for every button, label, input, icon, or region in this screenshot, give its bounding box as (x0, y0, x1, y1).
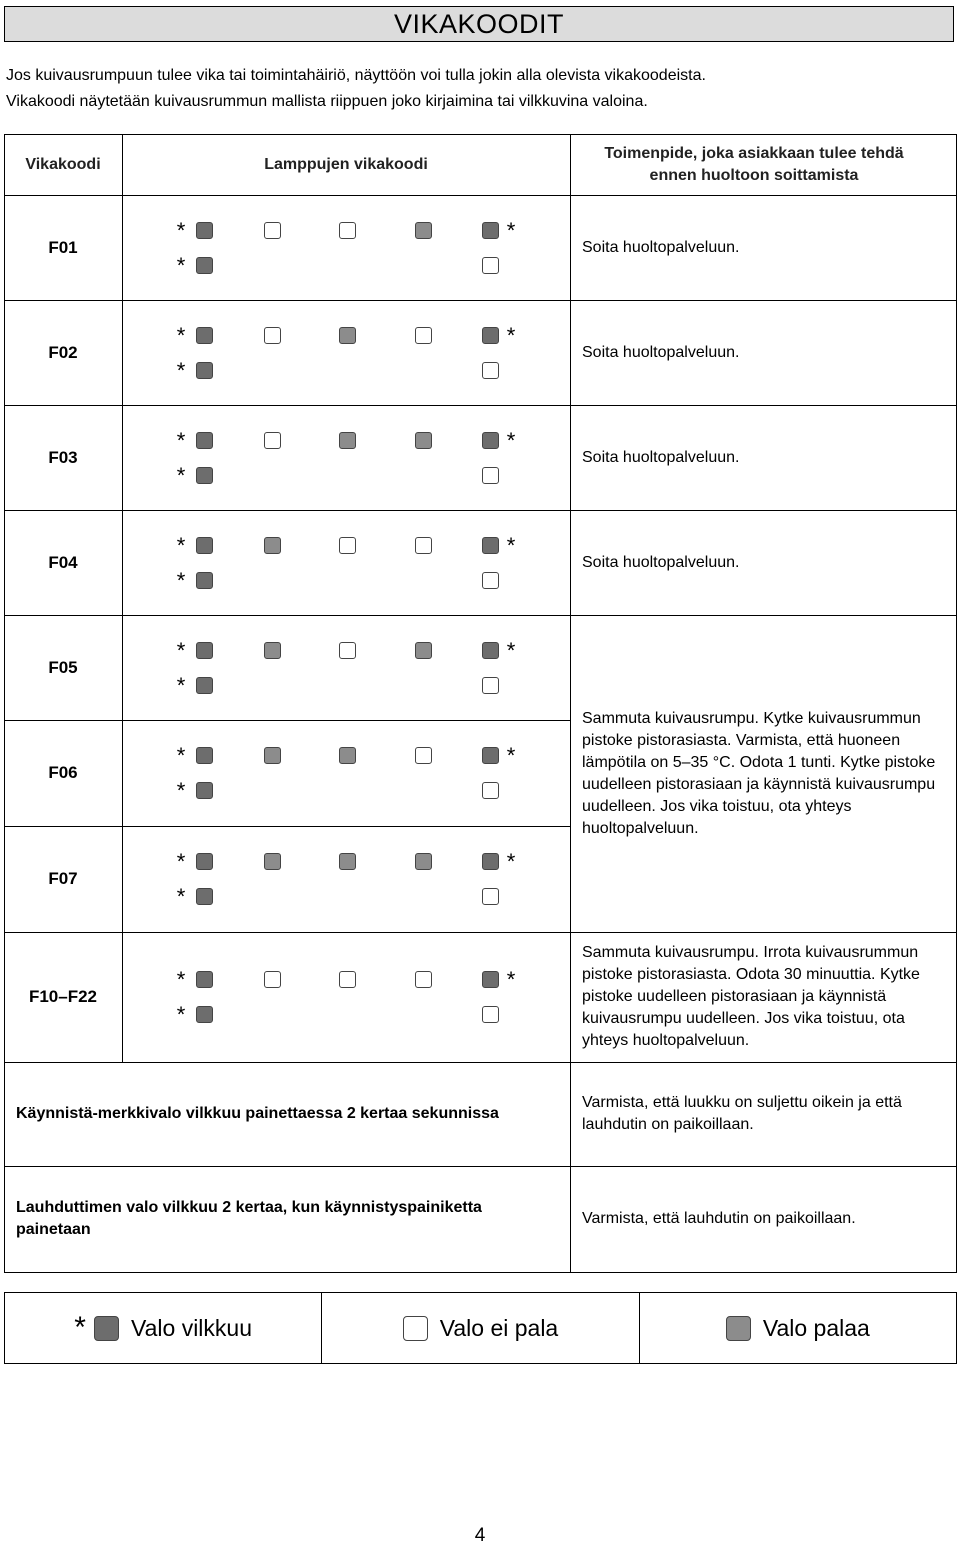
action-f01: Soita huoltopalveluun. (582, 238, 740, 256)
error-code-3: F03 (48, 447, 78, 467)
legend-blink (5, 1293, 321, 1363)
lamp-on-icon (264, 537, 281, 554)
blink-star-icon: * (176, 532, 186, 558)
table-column-rule (122, 134, 123, 1062)
lamp-off-icon (415, 537, 432, 554)
table-column-rule (570, 134, 571, 1272)
condition-condenser-light: Lauhduttimen valo vilkkuu 2 kertaa, kun käynnistyspainiketta painetaan (16, 1199, 482, 1238)
lamp-on-icon (415, 642, 432, 659)
lamp-blink-icon (482, 971, 499, 988)
blink-star-icon: * (506, 217, 516, 243)
blink-star-icon: * (506, 427, 516, 453)
blink-star-icon: * (176, 967, 186, 992)
action-f04: Soita huoltopalveluun. (582, 553, 740, 571)
lamp-off-icon (482, 888, 499, 905)
action-f05-f07: Sammuta kuivausrumpu. Kytke kuivausrummun pistoke pistorasiasta. Varmista, että huoneen lämpötila on 5–35 °C. Odota 1 tunti. Kytke pistoke uudelleen pistorasiaan ja käynnistä kuivausrumpu uudelleen. Jos vika toistuu, ota yhteys huoltopalveluun. (582, 709, 936, 837)
table-rule (4, 510, 957, 511)
lamp-off-icon (264, 327, 281, 344)
lamp-blink-icon (196, 1006, 213, 1023)
page-number: 4 (474, 1525, 486, 1546)
table-rule (4, 932, 957, 933)
legend-off-label: Valo ei pala (439, 1314, 559, 1341)
blink-star-icon: * (176, 1002, 186, 1027)
error-code-5: F05 (48, 657, 78, 677)
lamp-blink-icon (482, 432, 499, 449)
lamp-on-icon (339, 327, 356, 344)
error-code-4: F04 (48, 552, 78, 572)
lamp-off-icon (482, 677, 499, 694)
lamp-on-icon (264, 747, 281, 764)
lamp-blink-icon (196, 888, 213, 905)
action-f03: Soita huoltopalveluun. (582, 448, 740, 466)
lamp-off-icon (482, 572, 499, 589)
lamp-blink-icon (196, 747, 213, 764)
lamp-off-icon (264, 432, 281, 449)
lamp-off-icon (403, 1316, 428, 1341)
action-start-light: Varmista, että luukku on suljettu oikein ja että lauhdutin on paikoillaan. (582, 1094, 902, 1133)
lamp-blink-icon (94, 1316, 119, 1341)
blink-star-icon: * (506, 967, 516, 992)
lamp-blink-icon (196, 467, 213, 484)
blink-star-icon: * (176, 849, 186, 874)
lamp-on-icon (415, 853, 432, 870)
table-rule (4, 615, 957, 616)
lamp-blink-icon (196, 572, 213, 589)
blink-star-icon: * (506, 322, 516, 348)
lamp-blink-icon (482, 642, 499, 659)
blink-star-icon: * (176, 357, 186, 383)
table-rule (4, 195, 957, 196)
lamp-off-icon (415, 747, 432, 764)
lamp-off-icon (264, 222, 281, 239)
lamp-blink-icon (482, 537, 499, 554)
blink-star-icon: * (176, 637, 186, 663)
blink-star-icon: * (176, 778, 186, 803)
lamp-off-icon (339, 642, 356, 659)
lamp-on-icon (339, 747, 356, 764)
lamp-off-icon (339, 537, 356, 554)
lamp-off-icon (482, 257, 499, 274)
blink-star-icon: * (506, 532, 516, 558)
action-f02: Soita huoltopalveluun. (582, 343, 740, 361)
lamp-blink-icon (196, 971, 213, 988)
legend (4, 1292, 957, 1364)
blink-star-icon: * (176, 884, 186, 909)
lamp-blink-icon (196, 782, 213, 799)
lamp-blink-icon (482, 222, 499, 239)
intro-line-1: Jos kuivausrumpuun tulee vika tai toimintahäiriö, näyttöön voi tulla jokin alla olevista vikakoodeista. (6, 67, 706, 84)
blink-star-icon: * (176, 672, 186, 698)
error-code-2: F02 (48, 342, 78, 362)
action-f10-f22: Sammuta kuivausrumpu. Irrota kuivausrummun pistoke pistorasiasta. Odota 30 minuuttia. Kytke pistoke uudelleen pistorasiaan ja käynnistä kuivausrumpu uudelleen. Jos vika toistuu, ota yhteys huoltopalveluun. (582, 944, 920, 1049)
header-action: Toimenpide, joka asiakkaan tulee tehdä ennen huoltoon soittamista (604, 144, 904, 184)
blink-star-icon: * (176, 427, 186, 453)
lamp-off-icon (339, 971, 356, 988)
lamp-on-icon (264, 642, 281, 659)
table-rule (4, 300, 957, 301)
table-rule (4, 134, 957, 135)
lamp-blink-icon (196, 362, 213, 379)
lamp-off-icon (482, 362, 499, 379)
table-rule (4, 1062, 957, 1063)
lamp-on-icon (339, 432, 356, 449)
lamp-off-icon (415, 327, 432, 344)
error-code-7: F07 (48, 869, 78, 888)
blink-star-icon: * (74, 1311, 86, 1344)
lamp-blink-icon (196, 432, 213, 449)
legend-off (321, 1293, 638, 1363)
lamp-on-icon (264, 853, 281, 870)
lamp-blink-icon (196, 537, 213, 554)
lamp-blink-icon (482, 853, 499, 870)
blink-star-icon: * (176, 567, 186, 593)
error-code-6: F06 (48, 763, 78, 782)
page-title: VIKAKOODIT (393, 8, 565, 39)
table-rule (4, 1272, 957, 1273)
header-code: Vikakoodi (25, 155, 101, 173)
blink-star-icon: * (176, 217, 186, 243)
lamp-off-icon (339, 222, 356, 239)
table-rule (4, 1166, 957, 1167)
intro-line-2: Vikakoodi näytetään kuivausrummun mallista riippuen joko kirjaimina tai vilkkuvina valoina. (6, 93, 648, 110)
blink-star-icon: * (176, 252, 186, 278)
intro-text (6, 63, 946, 115)
lamp-off-icon (482, 782, 499, 799)
lamp-on-icon (726, 1316, 751, 1341)
lamp-blink-icon (482, 747, 499, 764)
lamp-on-icon (415, 222, 432, 239)
lamp-on-icon (339, 853, 356, 870)
legend-blink-label: Valo vilkkuu (130, 1314, 253, 1341)
header-lamps: Lamppujen vikakoodi (264, 155, 428, 173)
lamp-blink-icon (196, 853, 213, 870)
legend-on (639, 1293, 956, 1363)
blink-star-icon: * (176, 743, 186, 768)
blink-star-icon: * (506, 637, 516, 663)
lamp-blink-icon (196, 327, 213, 344)
lamp-blink-icon (196, 257, 213, 274)
condition-start-light: Käynnistä-merkkivalo vilkkuu painettaessa 2 kertaa sekunnissa (16, 1105, 499, 1122)
blink-star-icon: * (506, 849, 516, 874)
blink-star-icon: * (176, 462, 186, 488)
lamp-off-icon (415, 971, 432, 988)
lamp-off-icon (482, 467, 499, 484)
lamp-off-icon (482, 1006, 499, 1023)
lamp-blink-icon (196, 222, 213, 239)
lamp-blink-icon (482, 327, 499, 344)
lamp-blink-icon (196, 642, 213, 659)
page-title-bar (4, 6, 954, 42)
blink-star-icon: * (506, 743, 516, 768)
error-code-1: F01 (48, 237, 78, 257)
action-condenser-light: Varmista, että lauhdutin on paikoillaan. (582, 1210, 856, 1227)
lamp-off-icon (264, 971, 281, 988)
legend-on-label: Valo palaa (762, 1314, 870, 1341)
lamp-blink-icon (196, 677, 213, 694)
lamp-on-icon (415, 432, 432, 449)
table-rule (4, 405, 957, 406)
blink-star-icon: * (176, 322, 186, 348)
error-code-8: F10–F22 (28, 987, 98, 1006)
table-border-right (956, 134, 957, 1272)
